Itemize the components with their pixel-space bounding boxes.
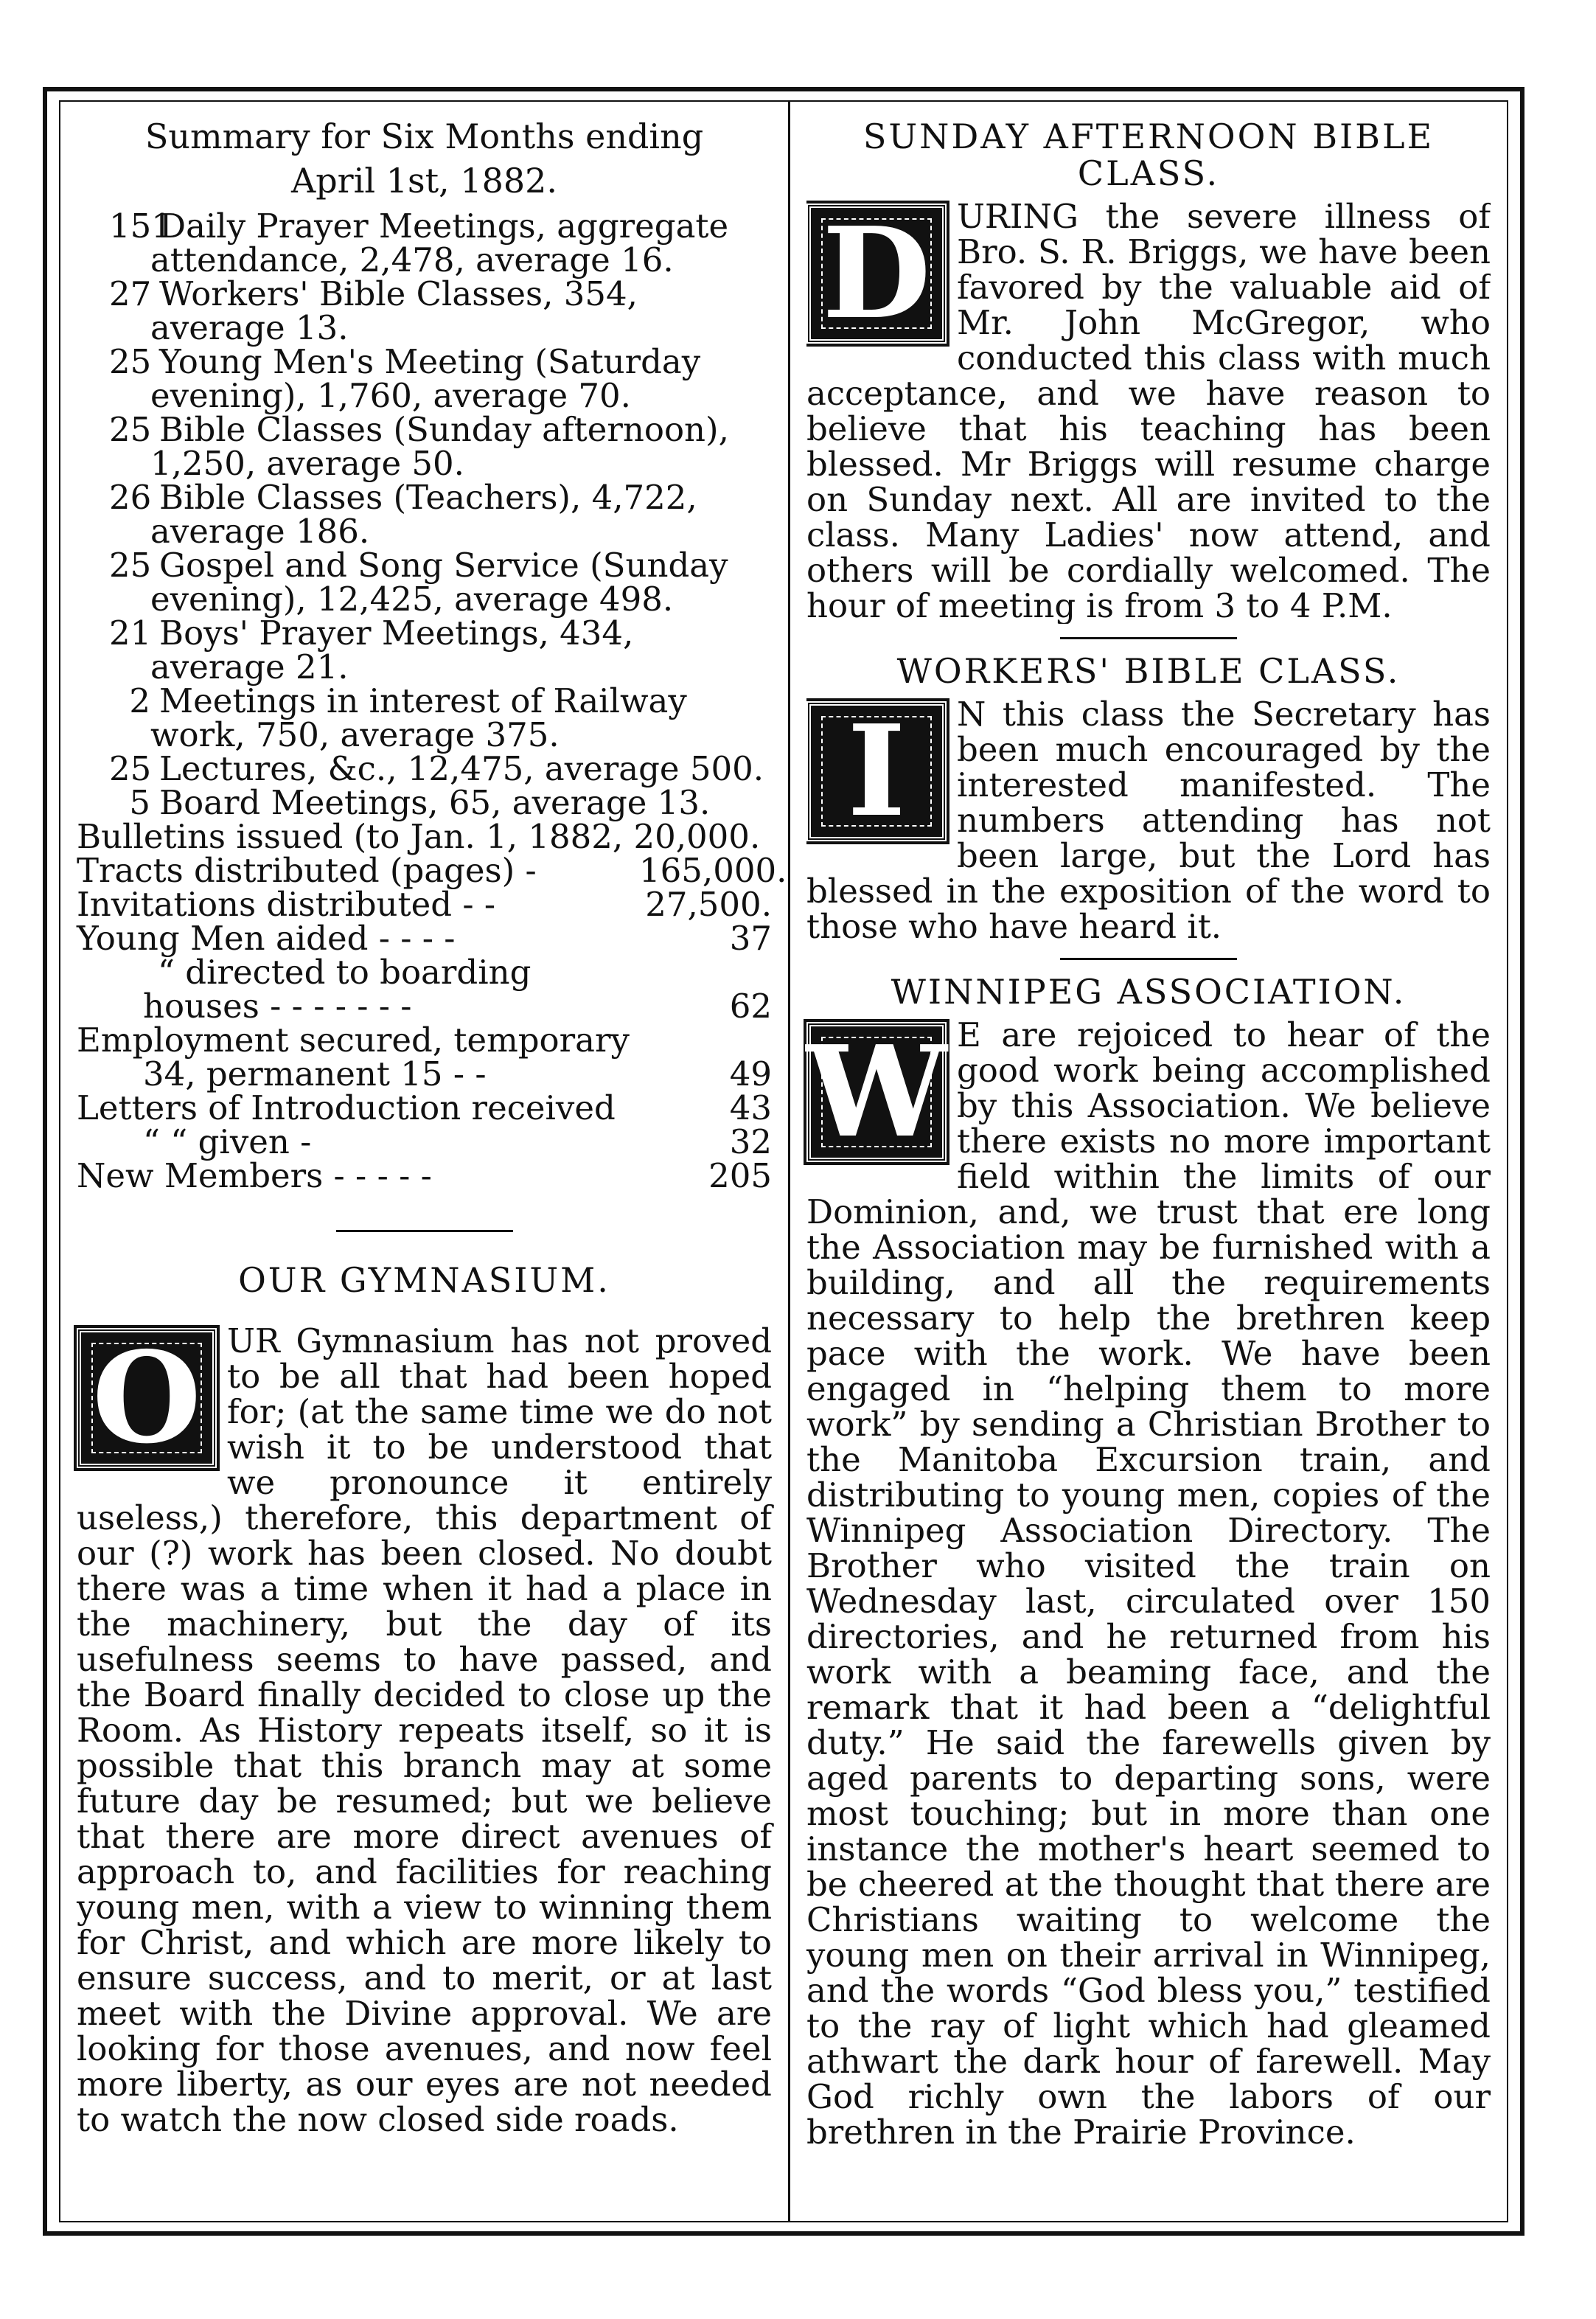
stats-row — [77, 919, 772, 958]
summary-list-item — [77, 749, 772, 788]
stats-row — [77, 953, 772, 992]
stats-value: 32 — [729, 1122, 772, 1161]
stats-row — [77, 1088, 772, 1127]
item-count: 25 — [109, 342, 152, 381]
stats-value — [639, 1023, 772, 1057]
section-divider — [1060, 637, 1237, 639]
winnipeg-section — [806, 1015, 1491, 2152]
stats-label: New Members - - - - - — [77, 1156, 432, 1195]
summary-list-item — [77, 546, 772, 619]
dropcap-letter: W — [806, 1018, 947, 1166]
dropcap-w-ornament — [806, 1018, 947, 1166]
summary-list-item — [77, 206, 772, 279]
stats-row — [77, 1021, 772, 1060]
winnipeg-title: WINNIPEG ASSOCIATION. — [891, 972, 1407, 1012]
bulletins-line: Bulletins issued (to Jan. 1, 1882, 20,000. — [77, 817, 761, 856]
dropcap-letter: D — [822, 200, 931, 347]
sunday-class-section — [806, 199, 1491, 624]
right-column — [790, 102, 1507, 2221]
stats-label: Tracts distributed (pages) - — [77, 851, 537, 890]
item-text: Meetings in interest of Railway work, 750, average 375. — [150, 681, 687, 754]
section-divider — [336, 1230, 513, 1232]
summary-list-item — [77, 613, 772, 686]
workers-class-title: WORKERS' BIBLE CLASS. — [896, 651, 1401, 691]
summary-list-item — [77, 274, 772, 347]
summary-list-item — [77, 681, 772, 754]
item-count: 25 — [109, 546, 152, 585]
item-text: Young Men's Meeting (Saturday evening), 1,760, average 70. — [150, 342, 701, 415]
item-count: 25 — [109, 749, 152, 788]
item-count: 27 — [109, 274, 152, 313]
item-text: Bible Classes (Sunday afternoon), 1,250, average 50. — [150, 410, 729, 483]
page-frame-inner — [59, 100, 1508, 2222]
section-divider — [1060, 958, 1237, 960]
stats-value: 205 — [708, 1156, 772, 1195]
stats-row — [77, 885, 772, 924]
summary-list — [77, 206, 772, 822]
item-text: Boys' Prayer Meetings, 434, average 21. — [150, 613, 634, 686]
summary-list-item — [77, 410, 772, 483]
item-text: Daily Prayer Meetings, aggregate attendance, 2,478, average 16. — [150, 206, 729, 279]
dropcap-d-ornament — [806, 200, 947, 347]
item-count: 151 — [109, 206, 173, 246]
item-text: Workers' Bible Classes, 354, average 13. — [150, 274, 638, 347]
summary-list-item — [77, 478, 772, 551]
summary-title-line-1: Summary for Six Months ending — [144, 117, 704, 156]
sunday-class-title: SUNDAY AFTERNOON BIBLE CLASS. — [863, 117, 1435, 193]
item-text: Bible Classes (Teachers), 4,722, average 186. — [150, 478, 697, 551]
page-frame — [43, 87, 1524, 2236]
item-count: 2 — [129, 681, 150, 720]
item-text: Board Meetings, 65, average 13. — [159, 783, 711, 822]
workers-class-body: N this class the Secretary has been much encouraged by the interested manifested. The numbers attending has not been large, but the Lord has blessed in the exposition of the word to those who have heard it. — [806, 697, 1491, 945]
stats-row — [77, 1122, 772, 1161]
sunday-class-body: URING the severe illness of Bro. S. R. Briggs, we have been favored by the valuable aid of Mr. John McGregor, who conducted this class with much acceptance, and we have reason to believe that his teaching has been blessed. Mr Briggs will resume charge on Sunday next. All are invited to the class. Many Ladies' now attend, and others will be cordially welcomed. The hour of meeting is from 3 to 4 P.M. — [806, 199, 1491, 624]
summary-list-item — [77, 342, 772, 415]
item-count: 21 — [109, 613, 152, 653]
summary-title-line-2: April 1st, 1882. — [291, 161, 557, 201]
stats-label: Invitations distributed - - — [77, 885, 496, 924]
stats-value: 37 — [729, 919, 772, 958]
item-text: Lectures, &c., 12,475, average 500. — [159, 749, 764, 788]
stats-row — [77, 1156, 772, 1195]
stats-value — [639, 956, 772, 990]
gymnasium-section — [77, 1321, 772, 2139]
stats-label: “ directed to boarding — [158, 953, 532, 992]
stats-row — [77, 851, 787, 890]
workers-class-section — [806, 697, 1491, 945]
dropcap-letter: I — [847, 698, 906, 845]
gymnasium-title: OUR GYMNASIUM. — [238, 1260, 610, 1300]
dropcap-i-ornament — [806, 698, 947, 845]
item-count: 5 — [129, 783, 150, 822]
stats-label: houses - - - - - - - — [143, 987, 412, 1026]
winnipeg-body: E are rejoiced to hear of the good work being accomplished by this Association. We believe there exists no more important field within the limits of our Dominion, and, we trust that ere long the Association may be furnished with a building, and all the requirements necessary to help the brethren keep pace with the work. We have been engaged in “helping them to more work” by sending a Christian Brother to the Manitoba Excursion train, and distributing to young men, copies of the Winnipeg Association Directory. The Brother who visited the train on Wednesday last, circulated over 150 directories, and he returned from his work with a beaming face, and the remark that it had been a “delightful duty.” He said the farewells given by aged parents to departing sons, were most touching; but in more than one instance the mother's heart seemed to be cheered at the thought that there are Christians waiting to welcome the young men on their arrival in Winnipeg, and the words “God bless you,” testified to the ray of light which had gleamed athwart the dark hour of farewell. May God richly own the labors of our brethren in the Prairie Province. — [806, 1015, 1491, 2152]
stats-value: 165,000. — [639, 851, 787, 890]
stats-value: 62 — [729, 987, 772, 1026]
gymnasium-body: UR Gymnasium has not proved to be all that had been hoped for; (at the same time we do not wish it to be understood that we pronounce it entirely useless,) therefore, this department of our (?) work has been closed. No doubt there was a time when it had a place in the machinery, but the day of its usefulness seems to have passed, and the Board finally decided to close up the Room. As History repeats itself, so it is possible that this branch may at some future day be resumed; but we believe that there are more direct avenues of approach to, and facilities for reaching young men, with a view to winning them for Christ, and which are more likely to ensure success, and to merit, or at last meet with the Divine approval. We are looking for those avenues, and now feel more liberty, as our eyes are not needed to watch the now closed side roads. — [77, 1321, 772, 2139]
stats-row — [77, 1054, 772, 1094]
stats-label: 34, permanent 15 - - — [143, 1054, 487, 1094]
stats-value: 43 — [729, 1088, 772, 1127]
dropcap-o-ornament — [77, 1324, 217, 1472]
dropcap-letter: O — [91, 1324, 202, 1472]
item-text: Gospel and Song Service (Sunday evening), 12,425, average 498. — [150, 546, 728, 619]
stats-table — [77, 851, 787, 1195]
left-column — [60, 102, 790, 2221]
stats-value: 27,500. — [645, 885, 772, 924]
stats-row — [77, 987, 772, 1026]
stats-label: “ “ given - — [143, 1122, 312, 1161]
stats-label: Letters of Introduction received — [77, 1088, 616, 1127]
item-count: 25 — [109, 410, 152, 449]
stats-label: Young Men aided - - - - — [77, 919, 456, 958]
stats-label: Employment secured, temporary — [77, 1021, 630, 1060]
item-count: 26 — [109, 478, 152, 517]
stats-value: 49 — [729, 1054, 772, 1094]
summary-list-item — [77, 783, 772, 822]
